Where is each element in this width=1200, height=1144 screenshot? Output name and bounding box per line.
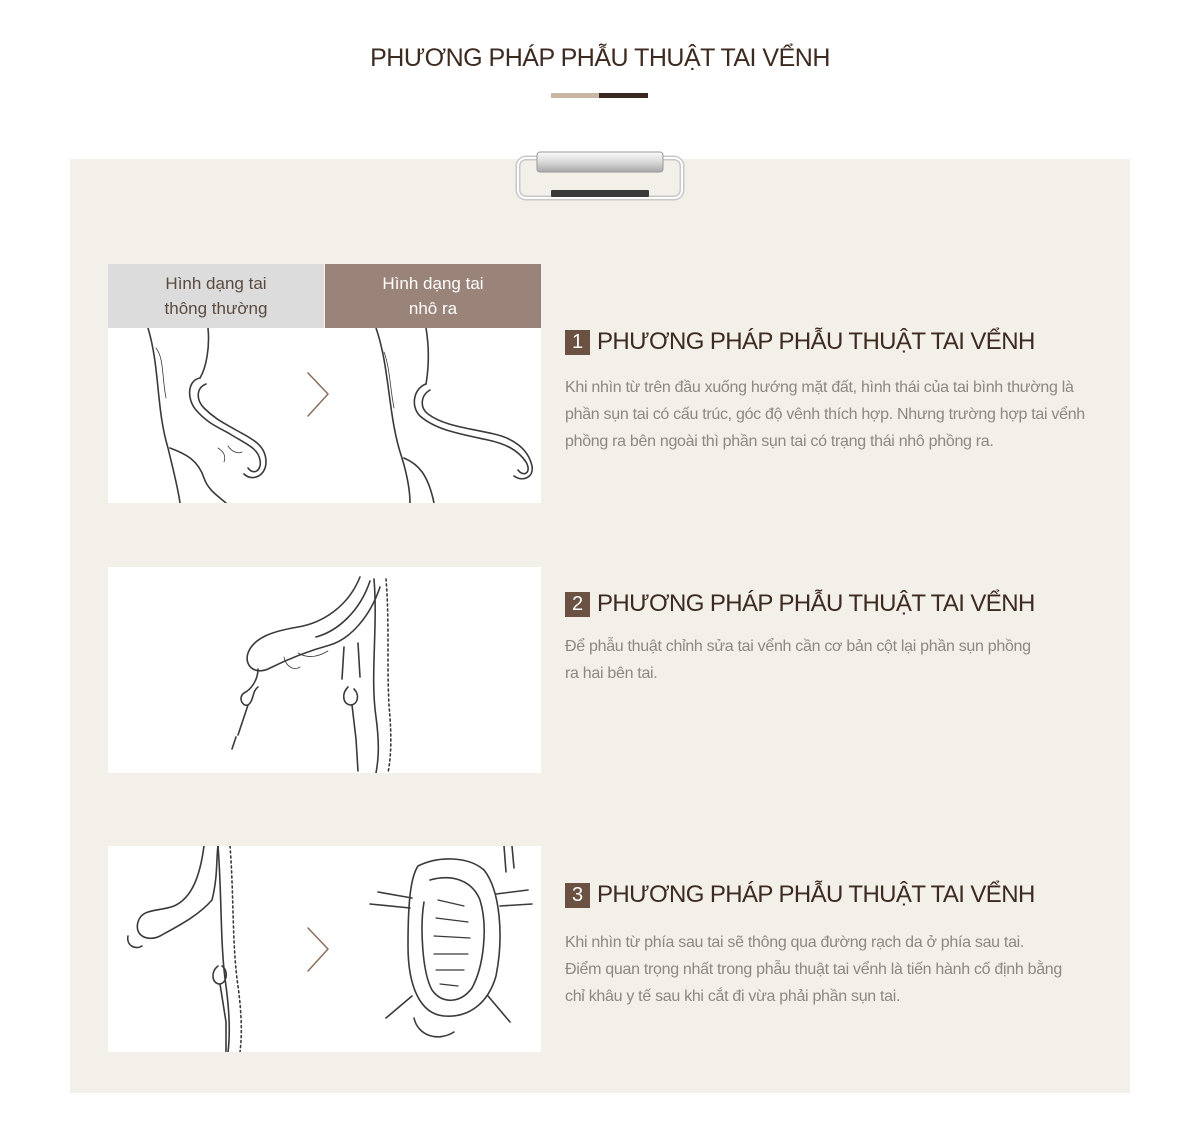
section-1-line: phồng ra bên ngoài thì phần sụn tai có trạng thái nhô phồng ra. bbox=[565, 433, 994, 450]
section-3-heading bbox=[565, 881, 1035, 909]
section-1-heading bbox=[565, 328, 1035, 356]
section-1-title: PHƯƠNG PHÁP PHẪU THUẬT TAI VỂNH bbox=[597, 328, 1035, 355]
section-3-title: PHƯƠNG PHÁP PHẪU THUẬT TAI VỂNH bbox=[597, 881, 1035, 908]
tab-normal-line1: Hình dạng tai bbox=[165, 274, 267, 293]
ear-shape-drawing bbox=[108, 328, 541, 503]
section-3-text bbox=[565, 929, 1115, 1010]
section-2-number: 2 bbox=[565, 592, 590, 617]
clip-icon bbox=[515, 150, 685, 210]
section-2-title: PHƯƠNG PHÁP PHẪU THUẬT TAI VỂNH bbox=[597, 590, 1035, 617]
section-1-line: Khi nhìn từ trên đầu xuống hướng mặt đất, hình thái của tai bình thường là bbox=[565, 379, 1074, 396]
section-3-line: Điểm quan trọng nhất trong phẫu thuật tai vểnh là tiến hành cố định bằng bbox=[565, 961, 1063, 978]
ear-shape-comparison-image bbox=[108, 328, 541, 503]
section-1-number: 1 bbox=[565, 330, 590, 355]
tab-normal-ear-shape bbox=[108, 264, 324, 328]
section-3-line: Khi nhìn từ phía sau tai sẽ thông qua đường rạch da ở phía sau tai. bbox=[565, 934, 1025, 951]
page-title: PHƯƠNG PHÁP PHẪU THUẬT TAI VỂNH bbox=[370, 44, 830, 72]
cartilage-suture-image bbox=[108, 567, 541, 773]
section-1-text bbox=[565, 374, 1115, 455]
tab-protruding-ear-shape bbox=[325, 264, 541, 328]
tab-protruding-line1: Hình dạng tai bbox=[382, 274, 484, 293]
section-2-line: Để phẫu thuật chỉnh sửa tai vểnh cần cơ bản cột lại phần sụn phồng bbox=[565, 638, 1031, 655]
section-3-line: chỉ khâu y tế sau khi cắt đi vừa phải phần sụn tai. bbox=[565, 988, 901, 1005]
section-1-line: phần sụn tai có cấu trúc, góc độ vênh thích hợp. Nhưng trường hợp tai vểnh bbox=[565, 406, 1085, 423]
section-2-text bbox=[565, 633, 1115, 687]
divider-dark-segment bbox=[599, 93, 648, 98]
section-3-number: 3 bbox=[565, 883, 590, 908]
tab-protruding-line2: nhô ra bbox=[408, 299, 458, 318]
section-2-line: ra hai bên tai. bbox=[565, 665, 658, 682]
incision-fixation-image bbox=[108, 846, 541, 1052]
tab-normal-line2: thông thường bbox=[164, 299, 268, 318]
cartilage-suture-drawing bbox=[108, 567, 541, 773]
section-2-heading bbox=[565, 590, 1035, 618]
incision-fixation-drawing bbox=[108, 846, 541, 1052]
title-divider bbox=[551, 93, 648, 98]
divider-light-segment bbox=[551, 93, 599, 98]
